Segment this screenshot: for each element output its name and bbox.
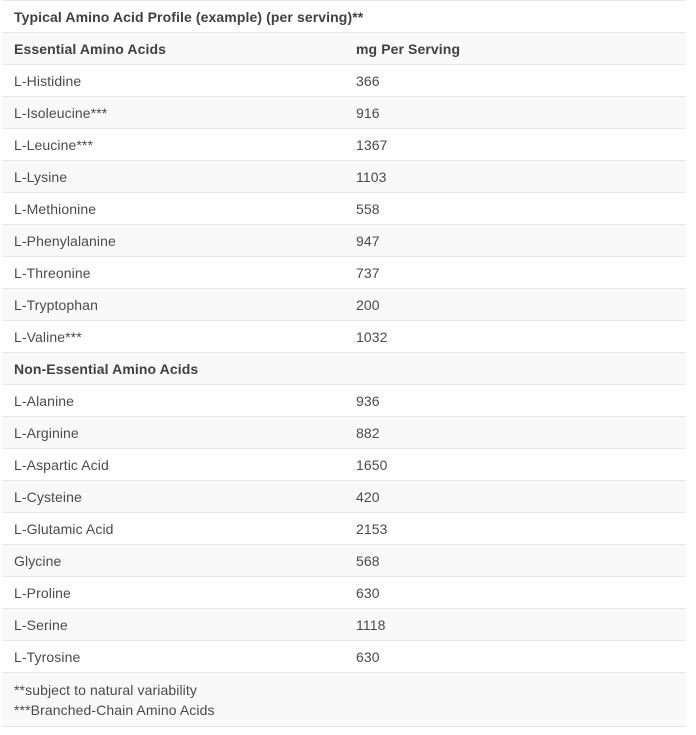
table-row xyxy=(2,545,686,577)
table-row xyxy=(2,417,686,449)
amino-acid-value-cell: 1367 xyxy=(356,136,388,153)
amino-acid-value-cell: 366 xyxy=(356,72,380,89)
table-row xyxy=(2,449,686,481)
table-footnotes-cell xyxy=(2,673,686,727)
amino-acid-value-cell: 200 xyxy=(356,296,380,313)
table-title: Typical Amino Acid Profile (example) (per serving)** xyxy=(14,8,364,25)
amino-acid-name-cell: L-Serine xyxy=(14,616,68,633)
amino-acid-name-cell: L-Arginine xyxy=(14,424,79,441)
amino-acid-value-cell: 630 xyxy=(356,584,380,601)
table-row xyxy=(2,289,686,321)
table-row xyxy=(2,385,686,417)
amino-acid-name-cell: L-Valine*** xyxy=(14,328,82,345)
table-row xyxy=(2,193,686,225)
table-body xyxy=(2,1,686,727)
amino-acid-name-cell: L-Phenylalanine xyxy=(14,232,116,249)
table-row xyxy=(2,577,686,609)
amino-acid-name-cell: L-Isoleucine*** xyxy=(14,104,108,121)
amino-acid-name-cell: L-Lysine xyxy=(14,168,68,185)
amino-acid-name-cell: L-Leucine*** xyxy=(14,136,94,153)
table-row xyxy=(2,129,686,161)
amino-acid-name-cell: L-Glutamic Acid xyxy=(14,520,114,537)
amino-acid-value-cell: 1032 xyxy=(356,328,388,345)
amino-acid-name-cell: L-Alanine xyxy=(14,392,75,409)
amino-acid-name-cell: L-Tryptophan xyxy=(14,296,98,313)
amino-acid-name-cell: L-Proline xyxy=(14,584,71,601)
table-row xyxy=(2,609,686,641)
amino-acid-value-cell: 936 xyxy=(356,392,380,409)
amino-acid-name-cell: L-Methionine xyxy=(14,200,97,217)
table-footnotes-row xyxy=(2,673,686,727)
table-row xyxy=(2,161,686,193)
amino-acid-name-cell: Glycine xyxy=(14,552,62,569)
table-row xyxy=(2,225,686,257)
amino-acid-value-cell: 1650 xyxy=(356,456,388,473)
amino-acid-value-cell: 737 xyxy=(356,264,380,281)
amino-acid-value-cell: 1103 xyxy=(356,168,387,185)
footnote-line: **subject to natural variability xyxy=(14,682,197,698)
amino-acid-value-cell: 947 xyxy=(356,232,380,249)
table-row xyxy=(2,513,686,545)
footnote-line: ***Branched-Chain Amino Acids xyxy=(14,702,215,718)
table-row xyxy=(2,65,686,97)
amino-acid-name-cell: L-Histidine xyxy=(14,72,82,89)
table-row xyxy=(2,257,686,289)
column-header-row xyxy=(2,33,686,65)
amino-acid-value-cell: 630 xyxy=(356,648,380,665)
amino-acid-value-cell: 882 xyxy=(356,424,380,441)
table-row xyxy=(2,97,686,129)
column-header-mg-per-serving: mg Per Serving xyxy=(356,40,461,57)
amino-acid-value-cell: 568 xyxy=(356,552,380,569)
table-row xyxy=(2,321,686,353)
table-row xyxy=(2,641,686,673)
section-header-non-essential: Non-Essential Amino Acids xyxy=(14,360,199,377)
column-header-essential-amino-acids: Essential Amino Acids xyxy=(14,40,166,57)
amino-acid-name-cell: L-Aspartic Acid xyxy=(14,456,109,473)
amino-acid-value-cell: 916 xyxy=(356,104,380,121)
amino-acid-value-cell: 420 xyxy=(356,488,380,505)
amino-acid-value-cell: 558 xyxy=(356,200,380,217)
amino-acid-value-cell: 2153 xyxy=(356,520,388,537)
amino-acid-name-cell: L-Tyrosine xyxy=(14,648,81,665)
amino-acid-value-cell: 1118 xyxy=(356,616,386,633)
table-title-row xyxy=(2,1,686,33)
amino-acid-name-cell: L-Cysteine xyxy=(14,488,82,505)
table-row xyxy=(2,481,686,513)
amino-acid-profile-table xyxy=(2,0,686,727)
section-header-non-essential-row xyxy=(2,353,686,385)
amino-acid-name-cell: L-Threonine xyxy=(14,264,91,281)
